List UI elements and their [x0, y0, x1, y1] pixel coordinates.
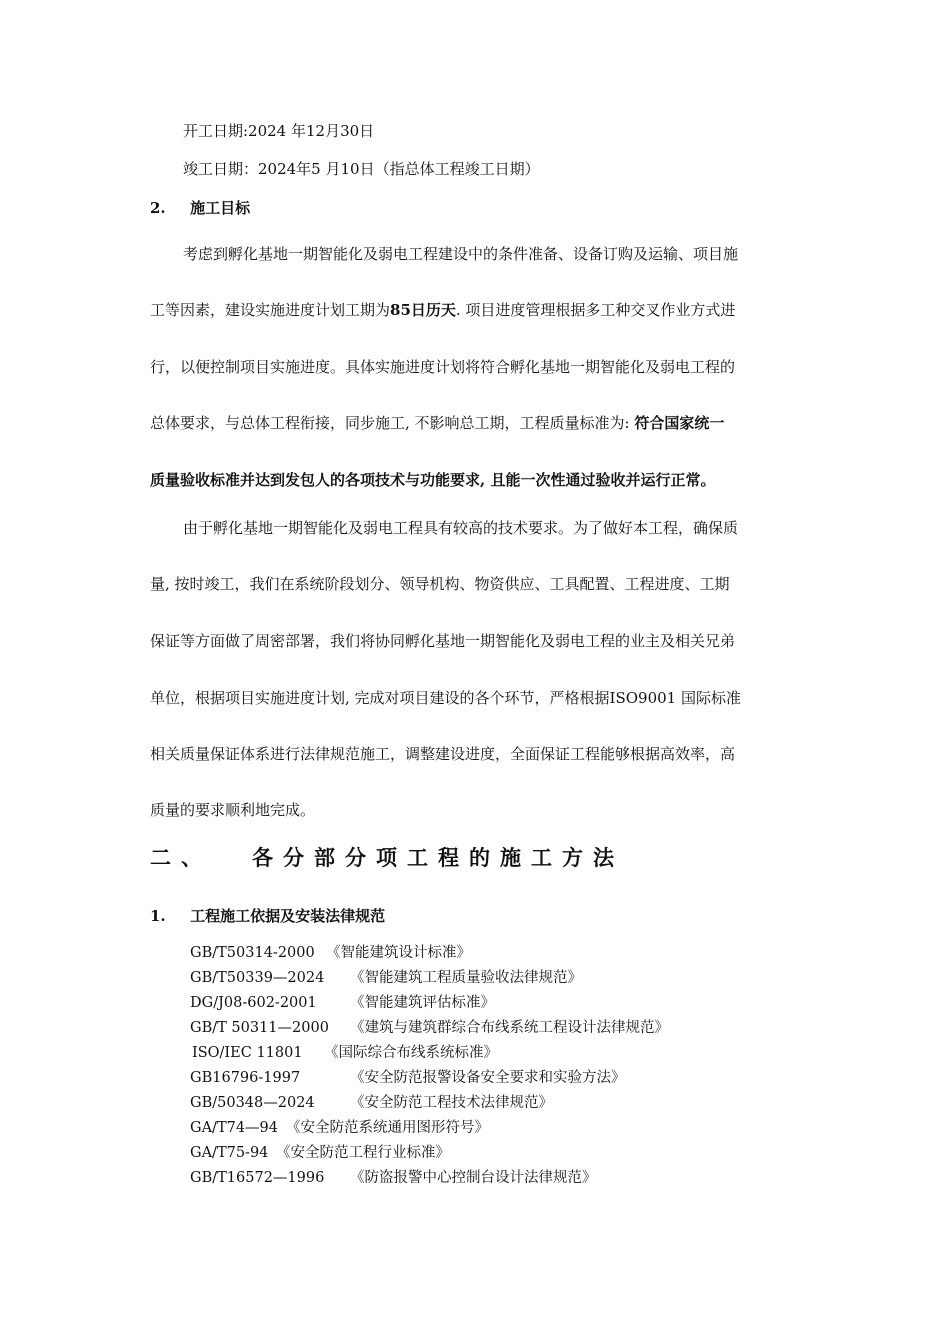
start-date: 开工日期:2024 年12月30日	[183, 122, 375, 140]
standard-item	[190, 1068, 626, 1088]
standard-code: GB/T16572—1996	[190, 1170, 325, 1186]
standard-name: 《建筑与建筑群综合布线系统工程设计法律规范》	[350, 1020, 669, 1036]
standard-item	[190, 1018, 669, 1038]
section-number: 1.	[150, 907, 166, 925]
standard-code: DG/J08-602-2001	[190, 995, 317, 1011]
para2-line4: 单位，根据项目实施进度计划, 完成对项目建设的各个环节，严格根据ISO9001 国际标准	[150, 689, 741, 707]
standard-name: 《智能建筑评估标准》	[350, 995, 495, 1011]
standard-name: 《智能建筑工程质量验收法律规范》	[350, 970, 582, 986]
standard-code: GA/T75-94	[190, 1145, 269, 1161]
standard-code: GB/50348—2024	[190, 1095, 315, 1111]
standard-name: 《安全防范工程技术法律规范》	[350, 1095, 553, 1111]
standard-code: GB/T 50311—2000	[190, 1020, 329, 1036]
para1-line2-a: 工等因素，建设实施进度计划工期为	[150, 301, 391, 319]
section-title: 工程施工依据及安装法律规范	[190, 907, 386, 925]
standard-code: GA/T74—94	[190, 1120, 279, 1136]
para2-line2: 量, 按时竣工，我们在系统阶段划分、领导机构、物资供应、工具配置、工程进度、工期	[150, 575, 730, 593]
quality-standard-highlight: 符合国家统一	[634, 414, 725, 432]
standard-name: 《智能建筑设计标准》	[326, 945, 471, 961]
para1-line2	[150, 300, 735, 320]
standard-item	[190, 993, 495, 1013]
para2-line3: 保证等方面做了周密部署，我们将协同孵化基地一期智能化及弱电工程的业主及相关兄弟	[150, 632, 736, 650]
standard-item	[190, 968, 582, 988]
standard-name: 《安全防范系统通用图形符号》	[286, 1120, 489, 1136]
para1-line4-a: 总体要求，与总体工程衔接，同步施工, 不影响总工期，工程质量标准为:	[150, 414, 630, 432]
section-1-heading	[150, 906, 385, 926]
chapter-heading	[150, 842, 624, 872]
standard-name: 《安全防范报警设备安全要求和实验方法》	[350, 1070, 626, 1086]
standard-item	[190, 943, 471, 963]
standard-code: GB/T50314-2000	[190, 945, 315, 961]
chapter-title: 各分部分项工程的施工方法	[252, 845, 624, 870]
section-2-heading	[150, 198, 250, 218]
standard-name: 《防盗报警中心控制台设计法律规范》	[350, 1170, 597, 1186]
standard-name: 《国际综合布线系统标准》	[324, 1045, 498, 1061]
para2-line5: 相关质量保证体系进行法律规范施工，调整建设进度，全面保证工程能够根据高效率，高	[150, 745, 736, 763]
para1-line3: 行，以便控制项目实施进度。具体实施进度计划将符合孵化基地一期智能化及弱电工程的	[150, 358, 736, 376]
para2-line1: 由于孵化基地一期智能化及弱电工程具有较高的技术要求。为了做好本工程，确保质	[183, 519, 739, 537]
end-date: 竣工日期：2024年5 月10日（指总体工程竣工日期）	[183, 160, 540, 178]
standard-item	[190, 1143, 450, 1163]
standard-item	[190, 1168, 597, 1188]
para1-line1: 考虑到孵化基地一期智能化及弱电工程建设中的条件准备、设备订购及运输、项目施	[183, 245, 739, 263]
standard-item	[190, 1093, 553, 1113]
chapter-prefix: 二、	[150, 845, 212, 870]
standard-item	[190, 1118, 489, 1138]
para2-line6: 质量的要求顺利地完成。	[150, 801, 316, 819]
para1-line4	[150, 413, 724, 433]
section-title: 施工目标	[190, 199, 251, 217]
duration-highlight: 85日历天	[390, 301, 456, 319]
standard-code: GB/T50339—2024	[190, 970, 325, 986]
para1-line5: 质量验收标准并达到发包人的各项技术与功能要求, 且能一次性通过验收并运行正常。	[150, 471, 716, 489]
standard-code: ISO/IEC 11801	[192, 1045, 303, 1061]
standard-name: 《安全防范工程行业标准》	[276, 1145, 450, 1161]
section-number: 2.	[150, 199, 166, 217]
para1-line2-c: . 项目进度管理根据多工种交叉作业方式进	[455, 301, 736, 319]
standard-item	[192, 1043, 498, 1063]
standard-code: GB16796-1997	[190, 1070, 301, 1086]
